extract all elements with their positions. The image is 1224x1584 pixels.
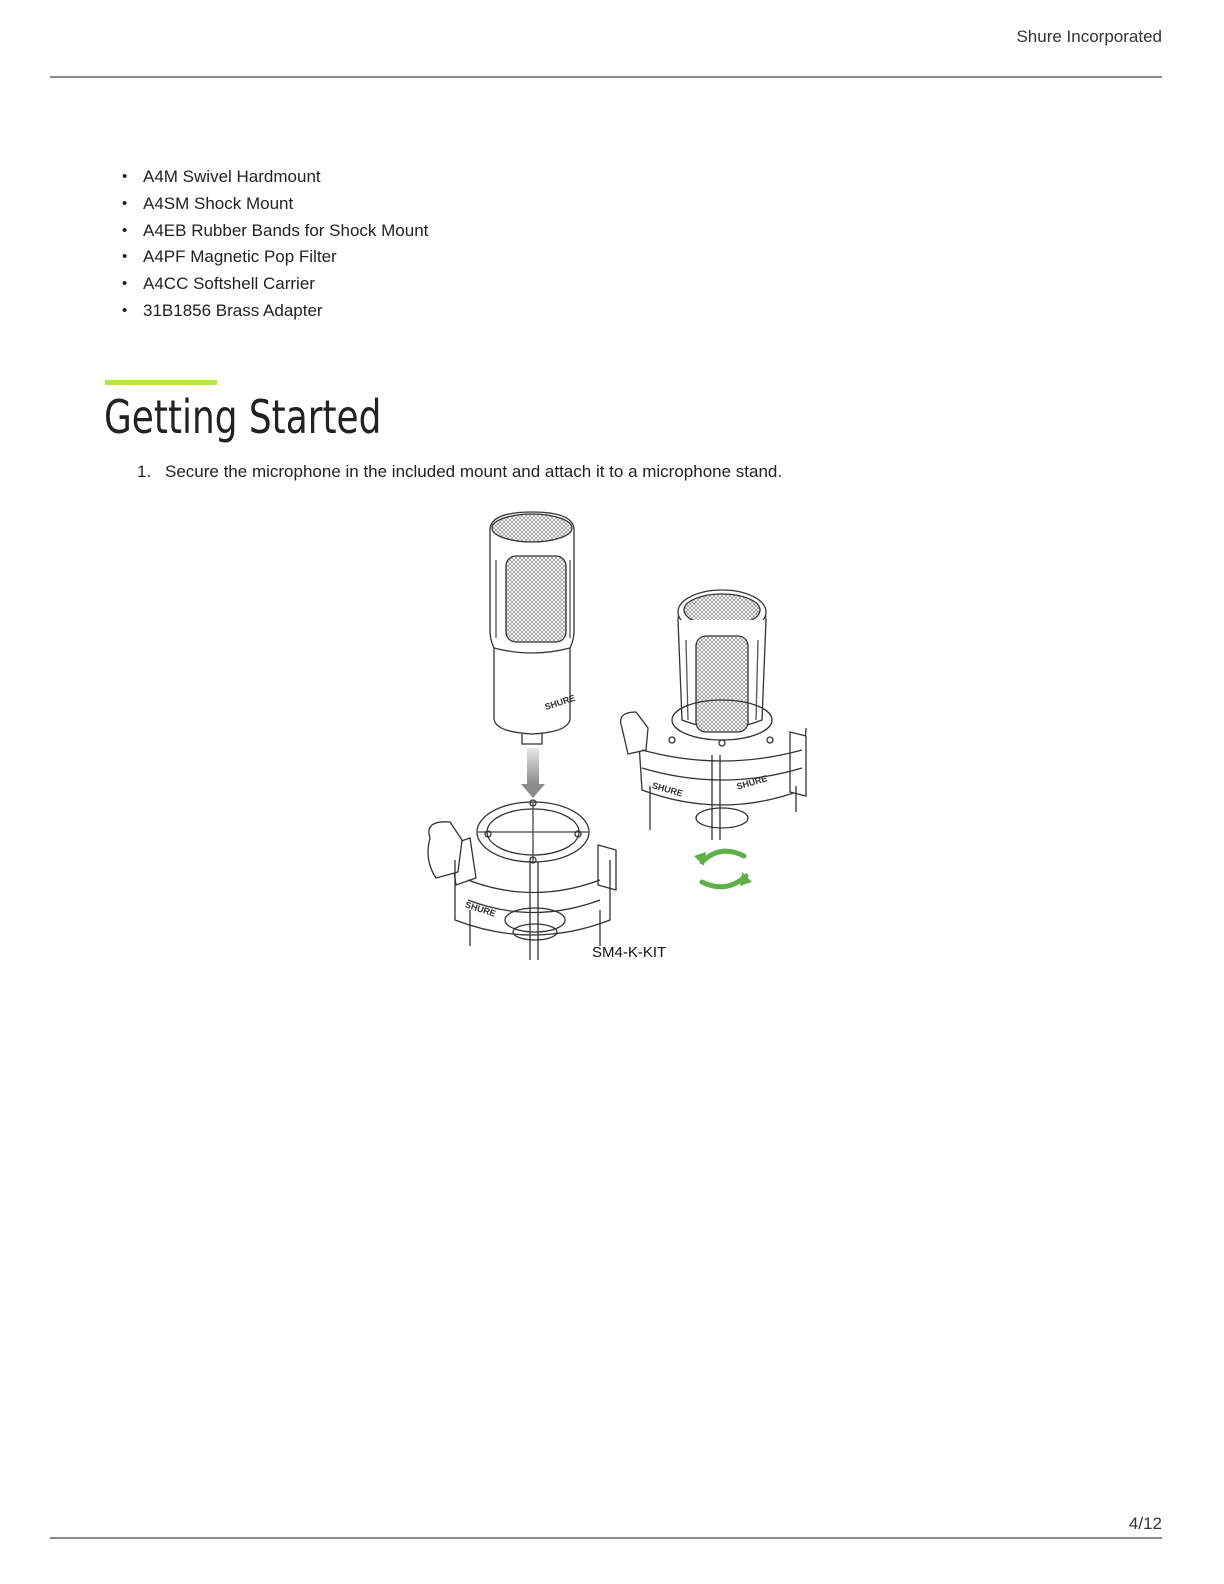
- step-number: 1.: [137, 462, 152, 481]
- header-rule: [50, 76, 1162, 78]
- step-item: [137, 461, 782, 483]
- list-item: • 31B1856 Brass Adapter: [122, 298, 428, 325]
- list-item: • A4CC Softshell Carrier: [122, 271, 428, 298]
- list-item: • A4PF Magnetic Pop Filter: [122, 244, 428, 271]
- brand-mark-right-a: SHURE: [650, 780, 684, 799]
- figure-caption: SM4-K-KIT: [592, 944, 667, 961]
- section-accent-bar: [105, 380, 217, 385]
- section-title: Getting Started: [104, 390, 382, 444]
- brand-mark-mount: SHURE: [463, 899, 497, 919]
- list-item: • A4SM Shock Mount: [122, 191, 428, 218]
- step-list: [137, 461, 782, 483]
- rotate-arrows-icon: [702, 851, 746, 887]
- list-item: • A4EB Rubber Bands for Shock Mount: [122, 218, 428, 245]
- microphone-left: [490, 512, 577, 744]
- list-item: • A4M Swivel Hardmount: [122, 164, 428, 191]
- mount-illustration: [410, 500, 820, 970]
- accessory-list: [122, 164, 428, 325]
- footer-rule: [50, 1537, 1162, 1539]
- rotate-arrowhead-top: [694, 852, 706, 866]
- mount-drawing: [410, 500, 820, 970]
- down-arrow-icon: [521, 748, 545, 798]
- shock-mount-left: [428, 800, 616, 960]
- step-text: Secure the microphone in the included mount and attach it to a microphone stand.: [165, 462, 783, 481]
- microphone-right: [672, 590, 772, 740]
- header-company: Shure Incorporated: [1016, 27, 1162, 46]
- brand-mark-right-b: SHURE: [735, 773, 769, 792]
- page-number: 4/12: [1128, 1514, 1162, 1533]
- brand-mark-left: SHURE: [543, 692, 577, 713]
